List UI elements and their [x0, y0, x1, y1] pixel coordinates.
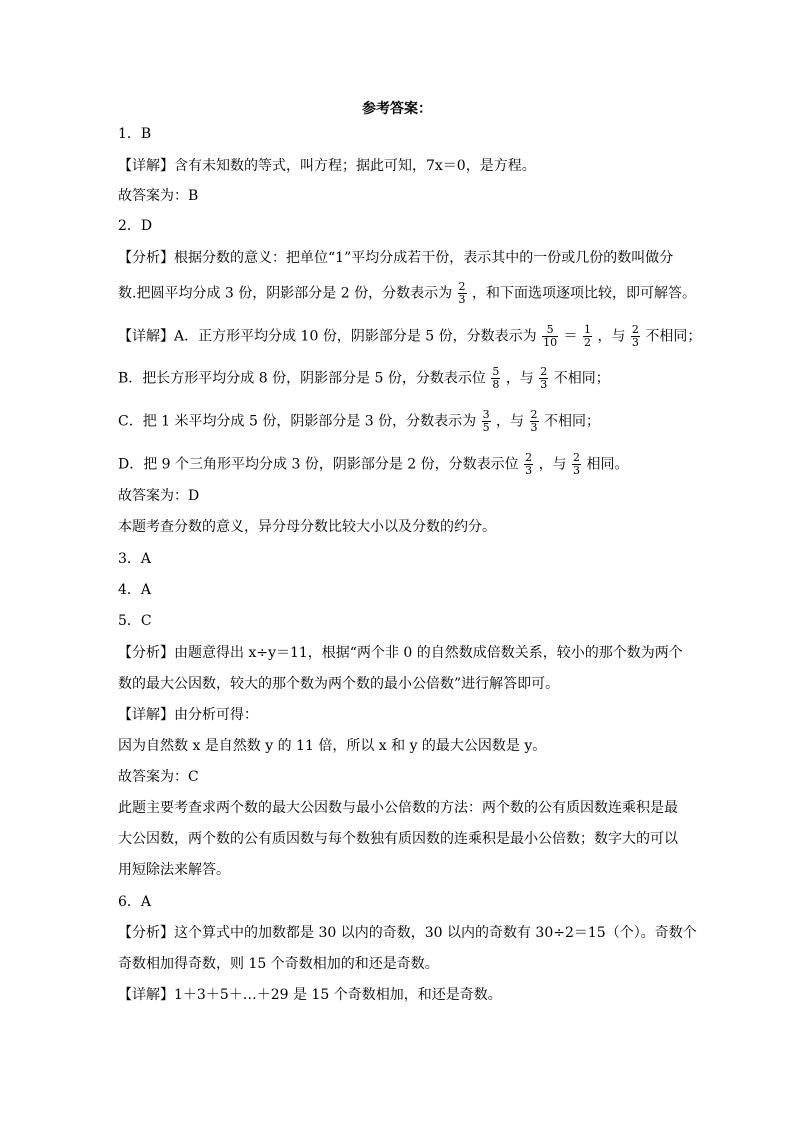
answer-5: 5．C	[118, 613, 152, 629]
fraction-2-3: $\frac{2}{3}$	[540, 365, 548, 391]
answer-2-detail-c	[118, 409, 600, 434]
answer-5-detail: 【详解】由分析可得：	[118, 707, 258, 723]
answer-5-analysis: 【分析】由题意得出 x÷y＝11，根据“两个非 0 的自然数成倍数关系，较小的那个数为两个	[118, 645, 683, 661]
page-title: 参考答案：	[362, 101, 432, 117]
answer-2-final: 故答案为：D	[118, 488, 200, 504]
text: ，和下面选项逐项比较，即可解答。	[471, 285, 696, 302]
answer-2-detail-a	[118, 324, 701, 349]
fraction-5-10: $\frac{5}{10}$	[543, 323, 558, 349]
answer-5-note-end: 用短除法来解答。	[118, 862, 230, 878]
answer-5-final: 故答案为：C	[118, 769, 199, 785]
fraction-2-3: $\frac{2}{3}$	[525, 451, 533, 477]
fraction-3-5: $\frac{3}{5}$	[482, 408, 490, 434]
answer-2-analysis-cont	[118, 281, 696, 306]
answer-1-detail: 【详解】含有未知数的等式，叫方程；据此可知，7x＝0，是方程。	[118, 158, 536, 174]
answer-5-analysis-cont: 数的最大公因数，较大的那个数为两个数的最小公倍数”进行解答即可。	[118, 676, 560, 692]
answer-2-note: 本题考查分数的意义，异分母分数比较大小以及分数的约分。	[118, 519, 496, 535]
answer-3: 3．A	[118, 551, 152, 567]
text: 【详解】A．正方形平均分成 10 份，阴影部分是 5 份，分数表示为	[118, 328, 537, 345]
answer-6-detail: 【详解】1＋3＋5＋…＋29 是 15 个奇数相加，和还是奇数。	[118, 987, 502, 1003]
answer-5-detail-cont: 因为自然数 x 是自然数 y 的 11 倍，所以 x 和 y 的最大公因数是 y。	[118, 738, 547, 754]
text: C．把 1 米平均分成 5 份，阴影部分是 3 份，分数表示为	[118, 413, 477, 430]
text: 相同。	[586, 456, 629, 473]
answer-6-analysis: 【分析】这个算式中的加数都是 30 以内的奇数，30 以内的奇数有 30÷2＝15（个）。奇数个	[118, 925, 697, 941]
answer-2: 2．D	[118, 218, 153, 234]
answer-5-note-cont: 大公因数，两个数的公有质因数与每个数独有质因数的连乘积是最小公倍数；数字大的可以	[118, 831, 678, 847]
answer-5-note: 此题主要考查求两个数的最大公因数与最小公倍数的方法：两个数的公有质因数连乘积是最	[118, 800, 678, 816]
fraction-2-3: $\frac{2}{3}$	[573, 451, 581, 477]
fraction-5-8: $\frac{5}{8}$	[492, 365, 500, 391]
answer-4: 4．A	[118, 582, 152, 598]
text: ，与	[597, 328, 626, 345]
text: B．把长方形平均分成 8 份，阴影部分是 5 份，分数表示位	[118, 370, 486, 387]
answer-2-analysis: 【分析】根据分数的意义：把单位“1”平均分成若干份，表示其中的一份或几份的数叫做分	[118, 250, 674, 266]
answer-6-analysis-cont: 奇数相加得奇数，则 15 个奇数相加的和还是奇数。	[118, 956, 439, 972]
text: 不相同；	[645, 328, 702, 345]
fraction-2-3: $\frac{2}{3}$	[631, 323, 639, 349]
text: 数.把圆平均分成 3 份，阴影部分是 2 份，分数表示为	[118, 285, 453, 302]
answer-1: 1．B	[118, 126, 152, 142]
text: ，与	[538, 456, 567, 473]
text: ，与	[496, 413, 525, 430]
text: ＝	[563, 328, 578, 345]
fraction-2-3: $\frac{2}{3}$	[530, 408, 538, 434]
answer-1-final: 故答案为：B	[118, 188, 199, 204]
text: 不相同；	[553, 370, 610, 387]
answer-6: 6．A	[118, 894, 152, 910]
text: D．把 9 个三角形平均分成 3 份，阴影部分是 2 份，分数表示位	[118, 456, 519, 473]
answer-2-detail-d	[118, 452, 628, 477]
text: ，与	[505, 370, 534, 387]
answer-2-detail-b	[118, 366, 610, 391]
fraction-1-2: $\frac{1}{2}$	[584, 323, 591, 349]
fraction-2-3: $\frac{2}{3}$	[458, 280, 466, 306]
text: 不相同；	[543, 413, 600, 430]
